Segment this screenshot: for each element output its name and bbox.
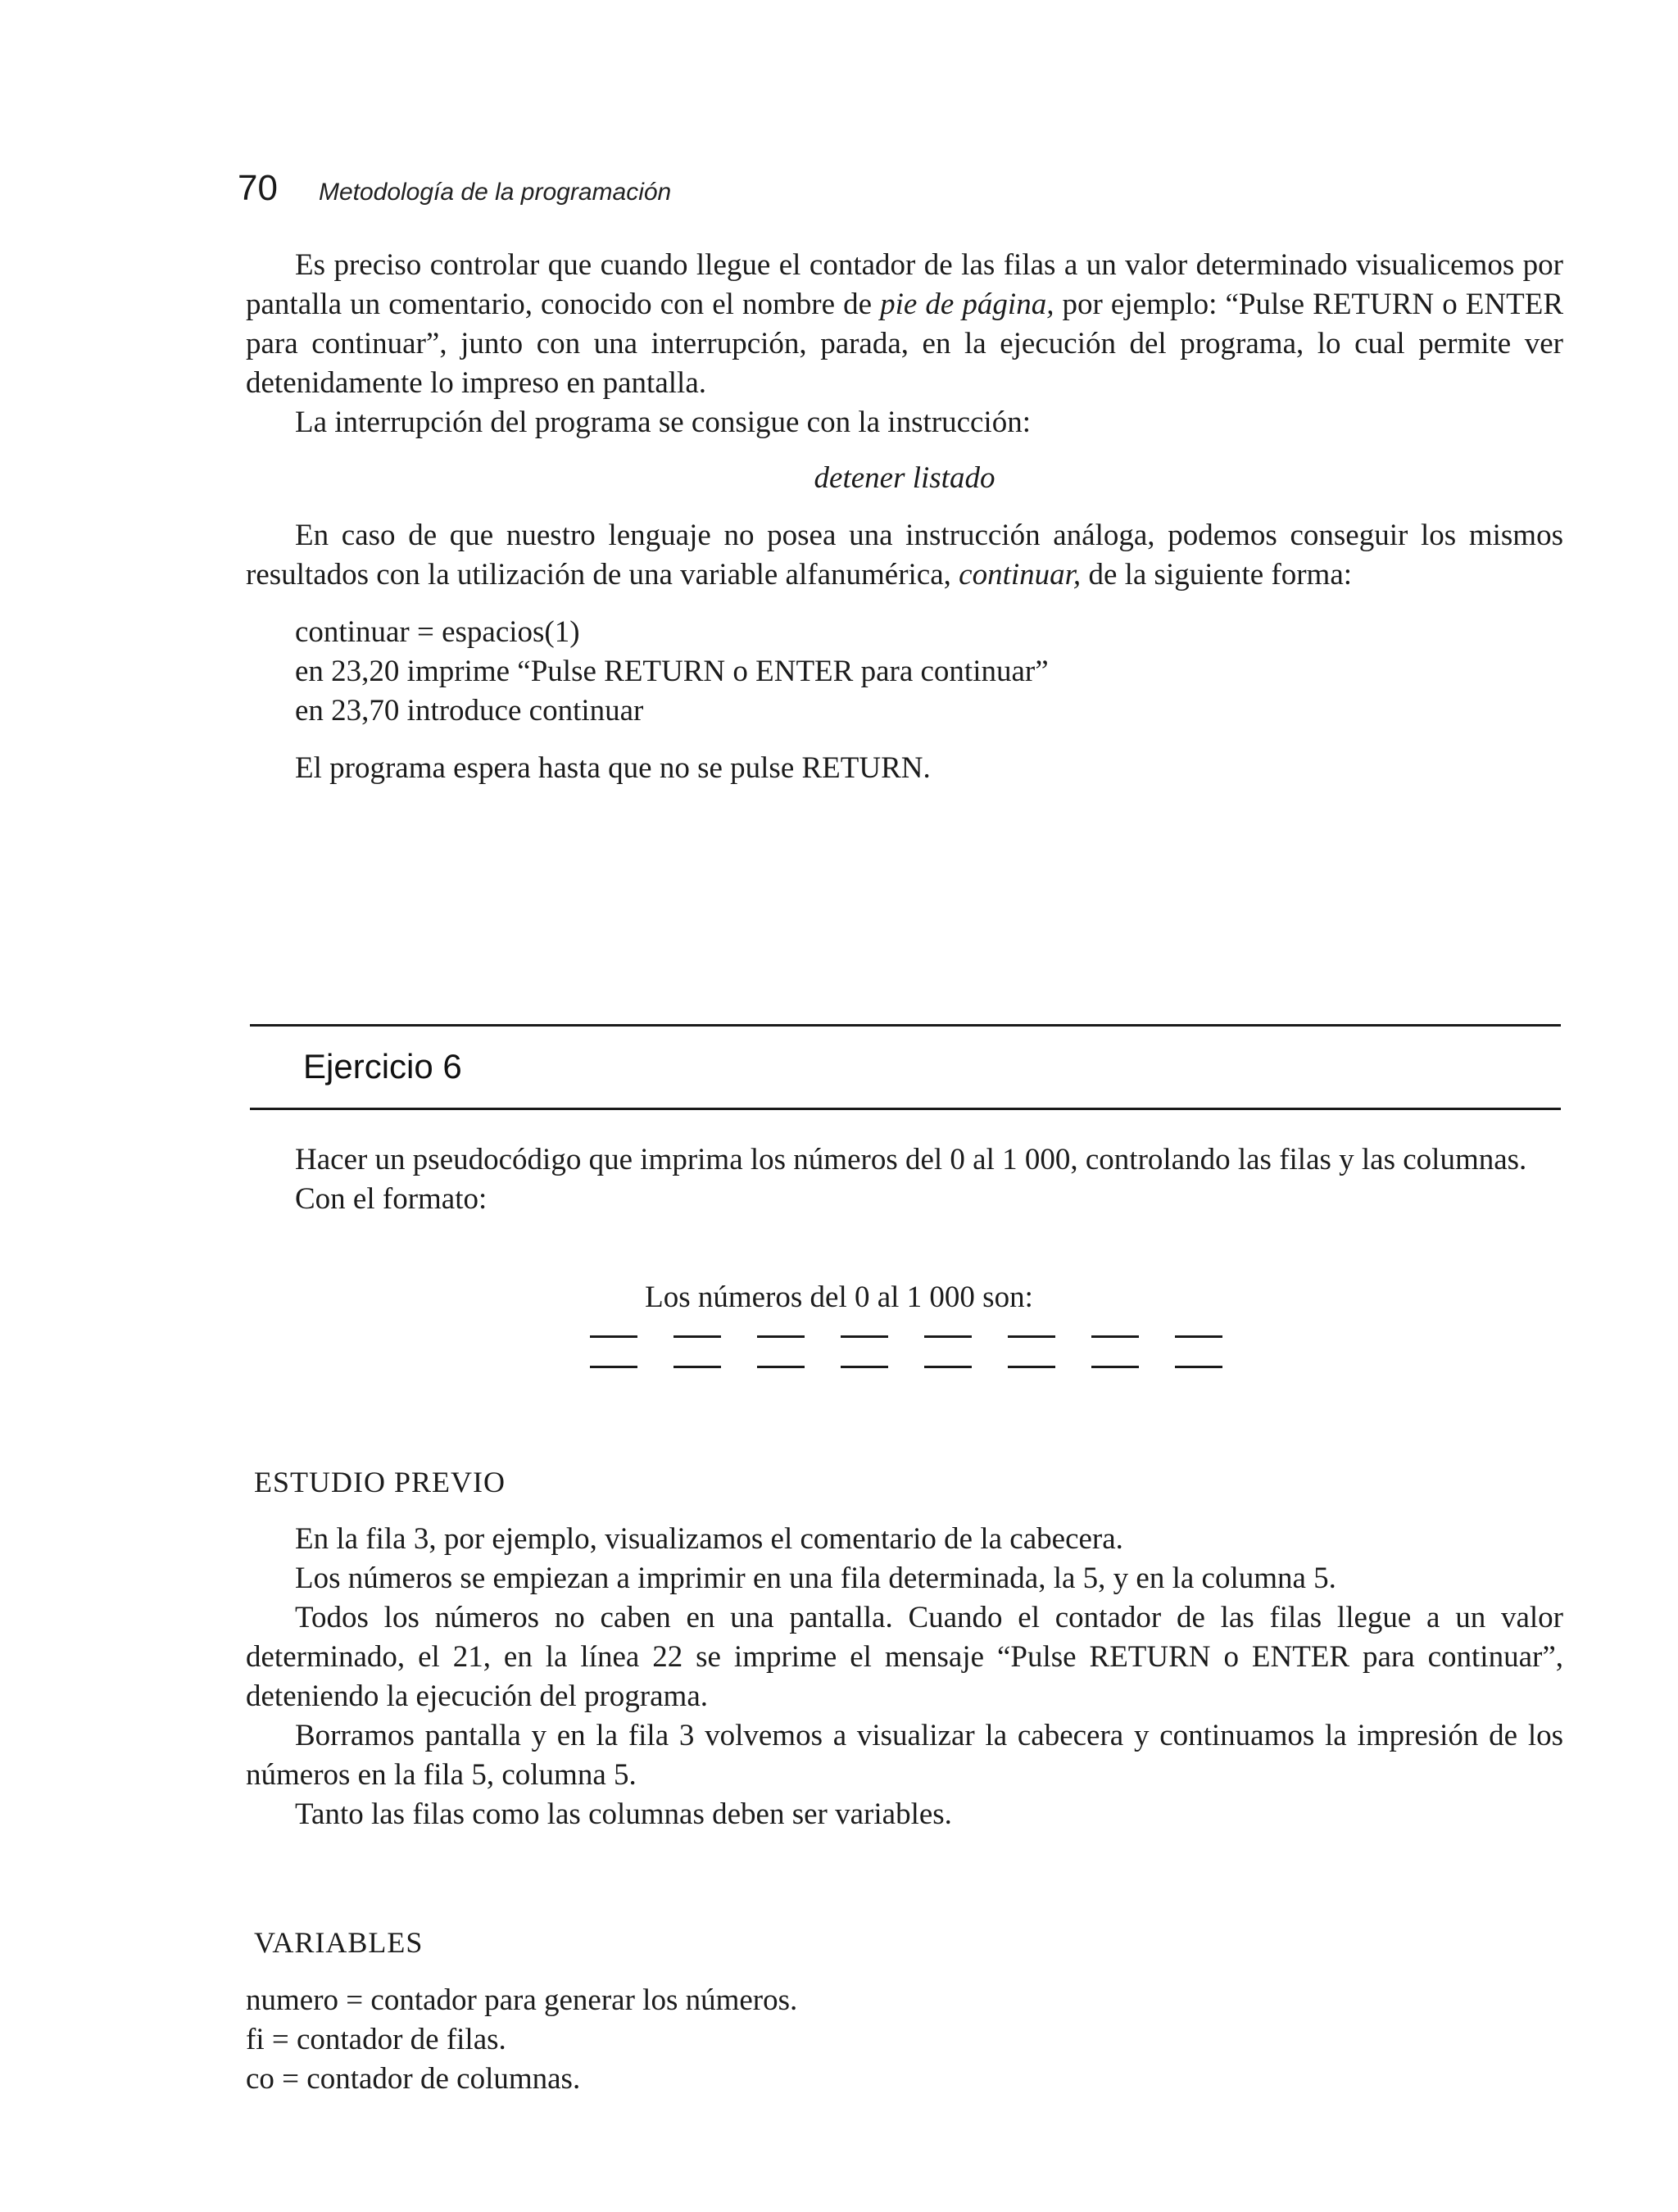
estudio-paragraph: Los números se empiezan a imprimir en una fila determinada, la 5, y en la columna 5. [295, 1562, 1336, 1595]
exercise-section [246, 1140, 1563, 1219]
placeholder-dash [1175, 1335, 1222, 1338]
dash-row [590, 1335, 1245, 1338]
intro-paragraph-3 [246, 516, 1563, 595]
instruction-example: detener listado [814, 461, 995, 495]
rule-top [250, 1024, 1561, 1027]
estudio-paragraph: Todos los números no caben en una pantalla. Cuando el contador de las filas llegue a un valor determinado, el 21, en la línea 22 se imprime el mensaje “Pulse RETURN o ENTER para continuar”, deteniendo la ejecución del programa. [246, 1601, 1563, 1713]
placeholder-dash [1008, 1366, 1055, 1368]
estudio-paragraph: En la fila 3, por ejemplo, visualizamos el comentario de la cabecera. [295, 1522, 1123, 1556]
intro-p3-text-b: de la siguiente forma: [1081, 558, 1353, 592]
placeholder-dash [673, 1335, 721, 1338]
variables-heading: VARIABLES [254, 1926, 424, 1959]
intro-p1-text-b: por ejemplo: “Pulse RETURN o ENTER para continuar”, junto con una interrupción, parada, en la ejecución del programa, lo cual permite ver detenidamente lo impreso en pantalla. [246, 288, 1564, 400]
intro-p3-text-a: En caso de que nuestro lenguaje no posea una instrucción análoga, podemos conseguir los mismos resultados con la utilización de una variable alfanumérica, [246, 519, 1563, 592]
format-line: Los números del 0 al 1 000 son: [645, 1281, 1033, 1314]
running-title: Metodología de la programación [318, 179, 672, 206]
placeholder-dash [841, 1335, 888, 1338]
intro-paragraph-4: El programa espera hasta que no se pulse RETURN. [295, 751, 931, 785]
variable-item: fi = contador de filas. [246, 2023, 506, 2056]
intro-section [246, 246, 1563, 788]
code-line: en 23,20 imprime “Pulse RETURN o ENTER para continuar” [295, 655, 1049, 688]
dash-grid [590, 1335, 1245, 1396]
placeholder-dash [924, 1366, 972, 1368]
intro-paragraph-2: La interrupción del programa se consigue con la instrucción: [295, 406, 1031, 439]
placeholder-dash [1091, 1335, 1139, 1338]
dash-row [590, 1366, 1245, 1368]
rule-bottom [250, 1108, 1561, 1110]
estudio-heading: ESTUDIO PREVIO [254, 1466, 506, 1498]
placeholder-dash [590, 1335, 637, 1338]
placeholder-dash [1175, 1366, 1222, 1368]
estudio-paragraph: Borramos pantalla y en la fila 3 volvemos a visualizar la cabecera y continuamos la impresión de los números en la fila 5, columna 5. [246, 1719, 1563, 1792]
code-block [246, 613, 1563, 731]
intro-paragraph-1 [246, 246, 1563, 403]
exercise-title: Ejercicio 6 [303, 1047, 462, 1086]
intro-p3-emphasis: continuar, [959, 558, 1082, 592]
estudio-paragraph: Tanto las filas como las columnas deben ser variables. [295, 1797, 952, 1831]
exercise-paragraph-2: Con el formato: [295, 1182, 488, 1216]
placeholder-dash [841, 1366, 888, 1368]
placeholder-dash [1091, 1366, 1139, 1368]
placeholder-dash [757, 1366, 805, 1368]
placeholder-dash [757, 1335, 805, 1338]
code-line: en 23,70 introduce continuar [295, 694, 644, 728]
variable-item: co = contador de columnas. [246, 2062, 581, 2096]
variables-section [246, 1981, 1563, 2099]
code-line: continuar = espacios(1) [295, 615, 580, 649]
placeholder-dash [673, 1366, 721, 1368]
exercise-paragraph-1: Hacer un pseudocódigo que imprima los números del 0 al 1 000, controlando las filas y las columnas. [295, 1143, 1527, 1176]
placeholder-dash [1008, 1335, 1055, 1338]
variable-item: numero = contador para generar los números. [246, 1983, 798, 2017]
intro-p1-text-a: Es preciso controlar que cuando llegue el contador de las filas a un valor determinado visualicemos por pantalla un comentario, conocido con el nombre de [246, 248, 1563, 321]
page-number: 70 [238, 168, 278, 208]
page-header [238, 168, 671, 209]
estudio-section [246, 1520, 1563, 1834]
placeholder-dash [590, 1366, 637, 1368]
intro-p1-emphasis: pie de página, [880, 288, 1054, 321]
placeholder-dash [924, 1335, 972, 1338]
